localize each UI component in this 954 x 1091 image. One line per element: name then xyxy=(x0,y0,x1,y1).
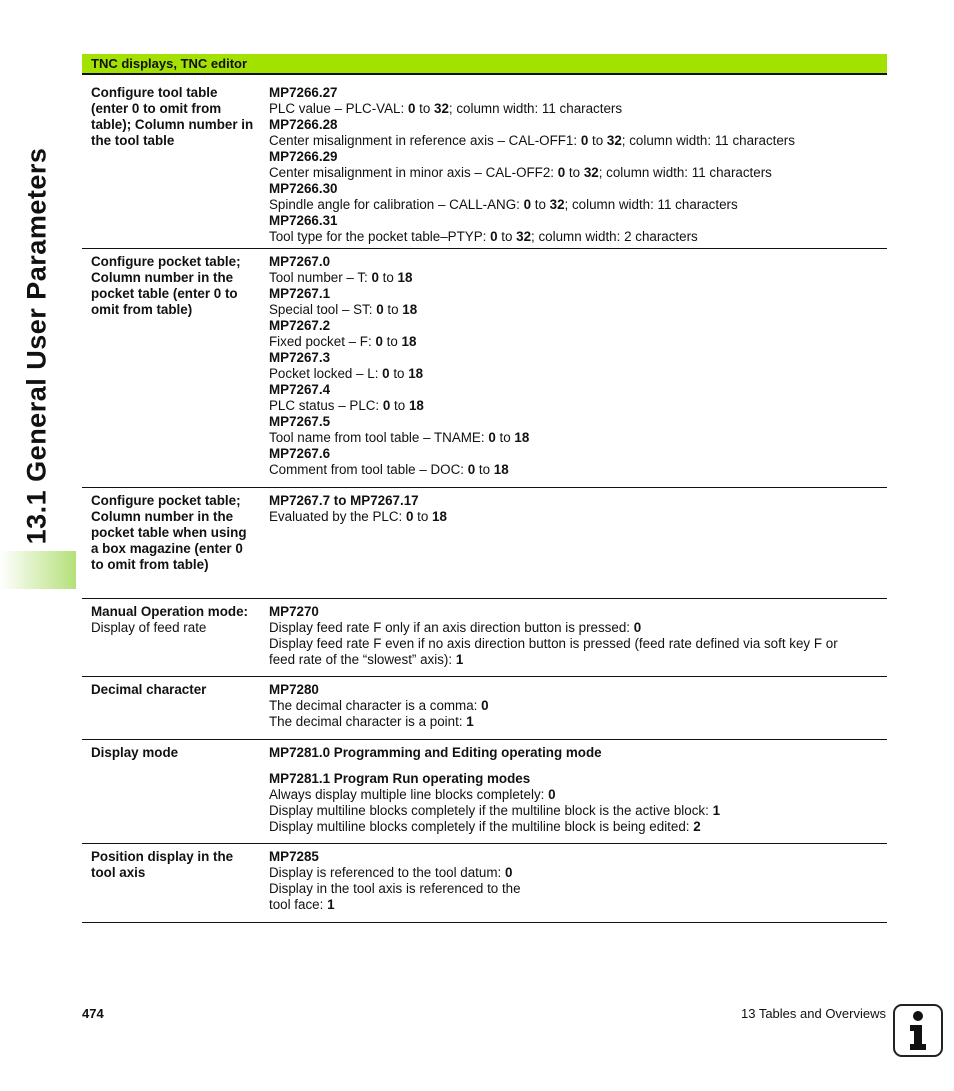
parameter-description xyxy=(269,133,881,149)
machine-parameter-id: MP7267.1 xyxy=(269,286,331,301)
parameter-label-bold: Configure tool table (enter 0 to omit from table); Column number in the tool table xyxy=(91,85,254,148)
parameter-values xyxy=(269,682,881,730)
parameter-label-bold: Configure pocket table; Column number in the pocket table (enter 0 to omit from table) xyxy=(91,254,241,317)
value-min: 0 xyxy=(523,197,532,212)
range-separator: to xyxy=(389,366,409,381)
parameter-label-bold: Decimal character xyxy=(91,682,207,697)
machine-parameter-id: MP7266.28 xyxy=(269,117,338,132)
description-tail: ; column width: 11 characters xyxy=(564,197,738,212)
description-text: Display multiline blocks completely if the multiline block is being edited: xyxy=(269,819,694,834)
parameter-description xyxy=(269,101,881,117)
machine-parameter-id: MP7267.0 xyxy=(269,254,331,269)
parameter-values xyxy=(269,493,881,525)
description-text: Display feed rate F even if no axis direction button is pressed (feed rate defined via soft key F or xyxy=(269,636,838,651)
page-number: 474 xyxy=(82,1006,104,1021)
value-min: 1 xyxy=(712,803,721,818)
chapter-name: 13 Tables and Overviews xyxy=(740,1006,886,1021)
parameter-label-bold: Manual Operation mode: xyxy=(91,604,248,619)
parameter-label xyxy=(91,745,256,761)
description-text: Center misalignment in reference axis – CAL-OFF1: xyxy=(269,133,581,148)
parameter-description xyxy=(269,652,881,668)
range-separator: to xyxy=(531,197,550,212)
description-tail: ; column width: 11 characters xyxy=(448,101,623,116)
machine-parameter-id: MP7281.1 Program Run operating modes xyxy=(269,771,531,786)
value-min: 0 xyxy=(371,270,379,285)
info-icon xyxy=(893,1004,943,1057)
parameter-label xyxy=(91,493,256,573)
value-min: 0 xyxy=(376,302,384,317)
parameter-label-bold: Configure pocket table; Column number in the pocket table when using a box magazine (enter 0 to omit from table) xyxy=(91,493,247,572)
parameter-label-bold: Display mode xyxy=(91,745,179,760)
range-separator: to xyxy=(565,165,584,180)
value-max: 18 xyxy=(401,334,417,349)
machine-parameter-id: MP7266.29 xyxy=(269,149,338,164)
description-text: Fixed pocket – F: xyxy=(269,334,376,349)
value-max: 32 xyxy=(516,229,532,244)
parameter-row xyxy=(82,844,887,923)
value-max: 18 xyxy=(514,430,530,445)
range-separator: to xyxy=(415,101,434,116)
parameter-description xyxy=(269,803,881,819)
machine-parameter-id: MP7267.3 xyxy=(269,350,331,365)
value-min: 0 xyxy=(467,462,476,477)
value-max: 18 xyxy=(408,398,424,413)
description-text: Display multiline blocks completely if the multiline block is the active block: xyxy=(269,803,713,818)
parameter-description xyxy=(269,366,881,382)
parameter-description xyxy=(269,398,881,414)
value-max: 18 xyxy=(397,270,413,285)
parameter-row xyxy=(82,80,887,249)
value-max: 32 xyxy=(583,165,599,180)
description-text: PLC value – PLC-VAL: xyxy=(269,101,408,116)
value-min: 0 xyxy=(481,698,489,713)
description-text: PLC status – PLC: xyxy=(269,398,383,413)
parameter-row xyxy=(82,677,887,740)
machine-parameter-id: MP7280 xyxy=(269,682,319,697)
value-min: 0 xyxy=(633,620,642,635)
description-text: Tool name from tool table – TNAME: xyxy=(269,430,489,445)
parameter-description xyxy=(269,698,881,714)
value-min: 0 xyxy=(557,165,566,180)
range-separator: to xyxy=(497,229,517,244)
value-min: 0 xyxy=(382,366,390,381)
value-min: 0 xyxy=(382,398,391,413)
parameter-description xyxy=(269,334,881,350)
description-tail: ; column width: 2 characters xyxy=(531,229,698,244)
description-text: Display is referenced to the tool datum: xyxy=(269,865,505,880)
parameter-row xyxy=(82,488,887,599)
parameter-description xyxy=(269,229,881,245)
description-text: Center misalignment in minor axis – CAL-OFF2: xyxy=(269,165,558,180)
parameter-description xyxy=(269,787,881,803)
description-text: Display in the tool axis is referenced to the xyxy=(269,881,521,896)
parameter-values xyxy=(269,849,881,913)
machine-parameter-id: MP7267.4 xyxy=(269,382,331,397)
parameter-label-bold: Position display in the tool axis xyxy=(91,849,234,880)
parameter-label xyxy=(91,604,256,636)
description-text: tool face: xyxy=(269,897,328,912)
description-text: Special tool – ST: xyxy=(269,302,377,317)
description-text: Spindle angle for calibration – CALL-ANG: xyxy=(269,197,524,212)
value-min: 1 xyxy=(455,652,464,667)
range-separator: to xyxy=(495,430,515,445)
description-tail: ; column width: 11 characters xyxy=(598,165,772,180)
value-max: 32 xyxy=(434,101,449,116)
parameter-label-normal: Display of feed rate xyxy=(91,620,207,635)
parameter-values xyxy=(269,254,881,478)
table-header-title: TNC displays, TNC editor xyxy=(91,56,248,71)
machine-parameter-id: MP7285 xyxy=(269,849,319,864)
parameter-description xyxy=(269,714,881,730)
range-separator: to xyxy=(475,462,494,477)
value-min: 0 xyxy=(488,430,496,445)
parameter-label xyxy=(91,254,256,318)
table-header xyxy=(82,54,887,75)
value-min: 1 xyxy=(327,897,335,912)
parameter-values xyxy=(269,604,881,668)
range-separator: to xyxy=(413,509,433,524)
machine-parameter-id: MP7266.31 xyxy=(269,213,338,228)
value-max: 32 xyxy=(549,197,565,212)
parameter-label xyxy=(91,85,256,149)
value-max: 18 xyxy=(402,302,418,317)
machine-parameter-id: MP7267.6 xyxy=(269,446,331,461)
parameter-values xyxy=(269,85,881,245)
machine-parameter-id: MP7267.7 to MP7267.17 xyxy=(269,493,419,508)
parameter-description xyxy=(269,462,881,478)
value-min: 0 xyxy=(504,865,513,880)
parameter-description xyxy=(269,636,881,652)
value-min: 0 xyxy=(490,229,498,244)
parameter-row xyxy=(82,249,887,488)
parameter-description xyxy=(269,620,881,636)
description-tail: ; column width: 11 characters xyxy=(621,133,795,148)
parameter-row xyxy=(82,740,887,844)
machine-parameter-id: MP7267.5 xyxy=(269,414,331,429)
description-text: Tool number – T: xyxy=(269,270,372,285)
description-text: Evaluated by the PLC: xyxy=(269,509,406,524)
value-max: 32 xyxy=(606,133,622,148)
value-max: 18 xyxy=(408,366,424,381)
machine-parameter-id: MP7266.27 xyxy=(269,85,338,100)
value-max: 18 xyxy=(432,509,447,524)
side-chapter-title-text: 13.1 General User Parameters xyxy=(21,147,52,545)
value-min: 0 xyxy=(407,101,416,116)
parameter-description xyxy=(269,881,881,897)
parameter-label xyxy=(91,682,256,698)
parameter-description xyxy=(269,270,881,286)
range-separator: to xyxy=(378,270,398,285)
value-min: 0 xyxy=(548,787,556,802)
parameter-row xyxy=(82,599,887,677)
range-separator: to xyxy=(390,398,409,413)
value-min: 0 xyxy=(405,509,414,524)
description-text: feed rate of the “slowest” axis): xyxy=(269,652,456,667)
machine-parameter-id: MP7270 xyxy=(269,604,319,619)
parameter-description xyxy=(269,165,881,181)
spacer xyxy=(269,761,881,771)
parameter-description xyxy=(269,865,881,881)
machine-parameter-id: MP7267.2 xyxy=(269,318,331,333)
value-min: 0 xyxy=(375,334,383,349)
description-text: The decimal character is a comma: xyxy=(269,698,482,713)
parameter-values xyxy=(269,745,881,835)
parameter-description xyxy=(269,897,881,913)
parameter-description xyxy=(269,302,881,318)
value-min: 2 xyxy=(693,819,701,834)
description-text: Tool type for the pocket table–PTYP: xyxy=(269,229,491,244)
value-max: 18 xyxy=(493,462,509,477)
machine-parameter-id: MP7281.0 Programming and Editing operating mode xyxy=(269,745,602,760)
description-text: Comment from tool table – DOC: xyxy=(269,462,468,477)
description-text: Pocket locked – L: xyxy=(269,366,383,381)
parameter-description xyxy=(269,197,881,213)
parameter-description xyxy=(269,509,881,525)
description-text: The decimal character is a point: xyxy=(269,714,467,729)
chapter-tab-marker xyxy=(0,551,76,589)
range-separator: to xyxy=(383,302,403,317)
description-text: Display feed rate F only if an axis direction button is pressed: xyxy=(269,620,634,635)
range-separator: to xyxy=(382,334,402,349)
machine-parameter-id: MP7266.30 xyxy=(269,181,338,196)
parameter-description xyxy=(269,430,881,446)
value-min: 0 xyxy=(580,133,589,148)
range-separator: to xyxy=(588,133,607,148)
value-min: 1 xyxy=(466,714,474,729)
parameter-label xyxy=(91,849,256,881)
description-text: Always display multiple line blocks completely: xyxy=(269,787,549,802)
parameter-description xyxy=(269,819,881,835)
